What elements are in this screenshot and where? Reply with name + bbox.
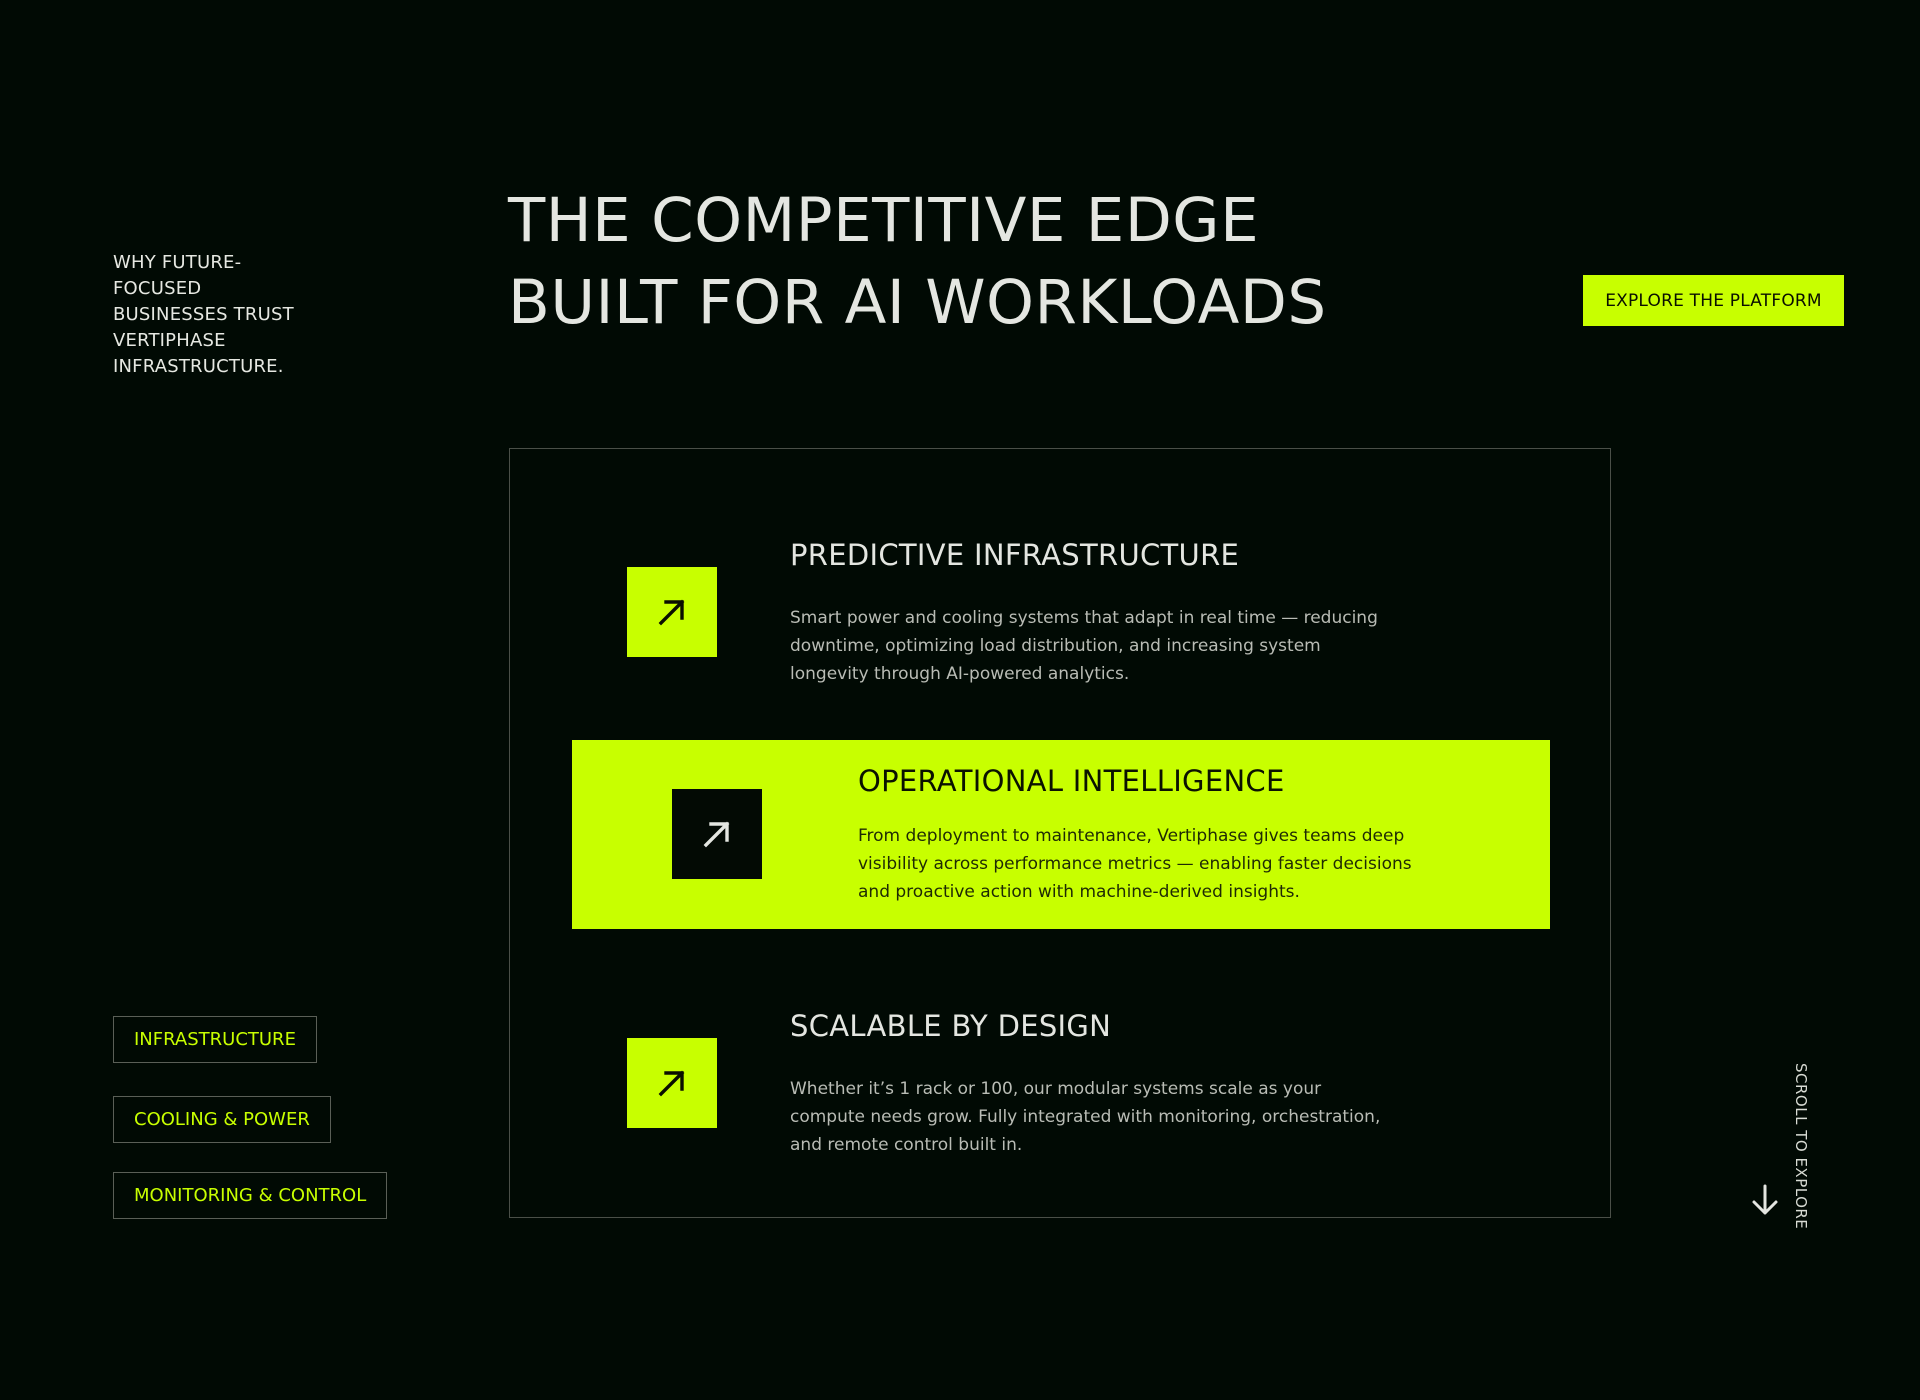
feature-description: Smart power and cooling systems that adapt in real time — reducing downtime, optimizing load distribution, and increasing system longevity through AI-powered analytics. (790, 608, 1378, 684)
feature-description: Whether it’s 1 rack or 100, our modular systems scale as your compute needs grow. Fully integrated with monitoring, orchestration, and remote control built in. (790, 1079, 1381, 1155)
feature-predictive-infrastructure[interactable] (510, 449, 1610, 684)
feature-scalable-by-design[interactable] (510, 969, 1610, 1217)
arrow-up-right-icon (655, 1066, 689, 1100)
tag-infrastructure[interactable]: INFRASTRUCTURE (113, 1016, 317, 1063)
arrow-up-right-icon (655, 595, 689, 629)
headline-line-2: BUILT FOR AI WORKLOADS (508, 267, 1327, 338)
feature-title: PREDICTIVE INFRASTRUCTURE (790, 538, 1240, 572)
tag-cooling-power[interactable]: COOLING & POWER (113, 1096, 331, 1143)
tag-monitoring-control[interactable]: MONITORING & CONTROL (113, 1172, 387, 1219)
explore-platform-button[interactable]: EXPLORE THE PLATFORM (1583, 275, 1844, 326)
feature-icon-box (672, 789, 762, 879)
feature-title: SCALABLE BY DESIGN (790, 1009, 1112, 1043)
feature-icon-box (627, 567, 717, 657)
feature-description: From deployment to maintenance, Vertiphase gives teams deep visibility across performance metrics — enabling faster decisions and proactive action with machine-derived insights. (858, 826, 1412, 902)
feature-icon-box (627, 1038, 717, 1128)
arrow-down-icon[interactable] (1750, 1183, 1780, 1217)
feature-operational-intelligence[interactable] (572, 740, 1550, 929)
scroll-to-explore-label[interactable]: SCROLL TO EXPLORE (1792, 1063, 1810, 1230)
features-panel (509, 448, 1611, 1218)
page-headline (508, 180, 1327, 344)
section-intro-text: WHY FUTURE-FOCUSED BUSINESSES TRUST VERTIPHASE INFRASTRUCTURE. (113, 252, 294, 377)
arrow-up-right-icon (700, 817, 734, 851)
headline-line-1: THE COMPETITIVE EDGE (508, 185, 1260, 256)
feature-title: OPERATIONAL INTELLIGENCE (858, 764, 1285, 798)
